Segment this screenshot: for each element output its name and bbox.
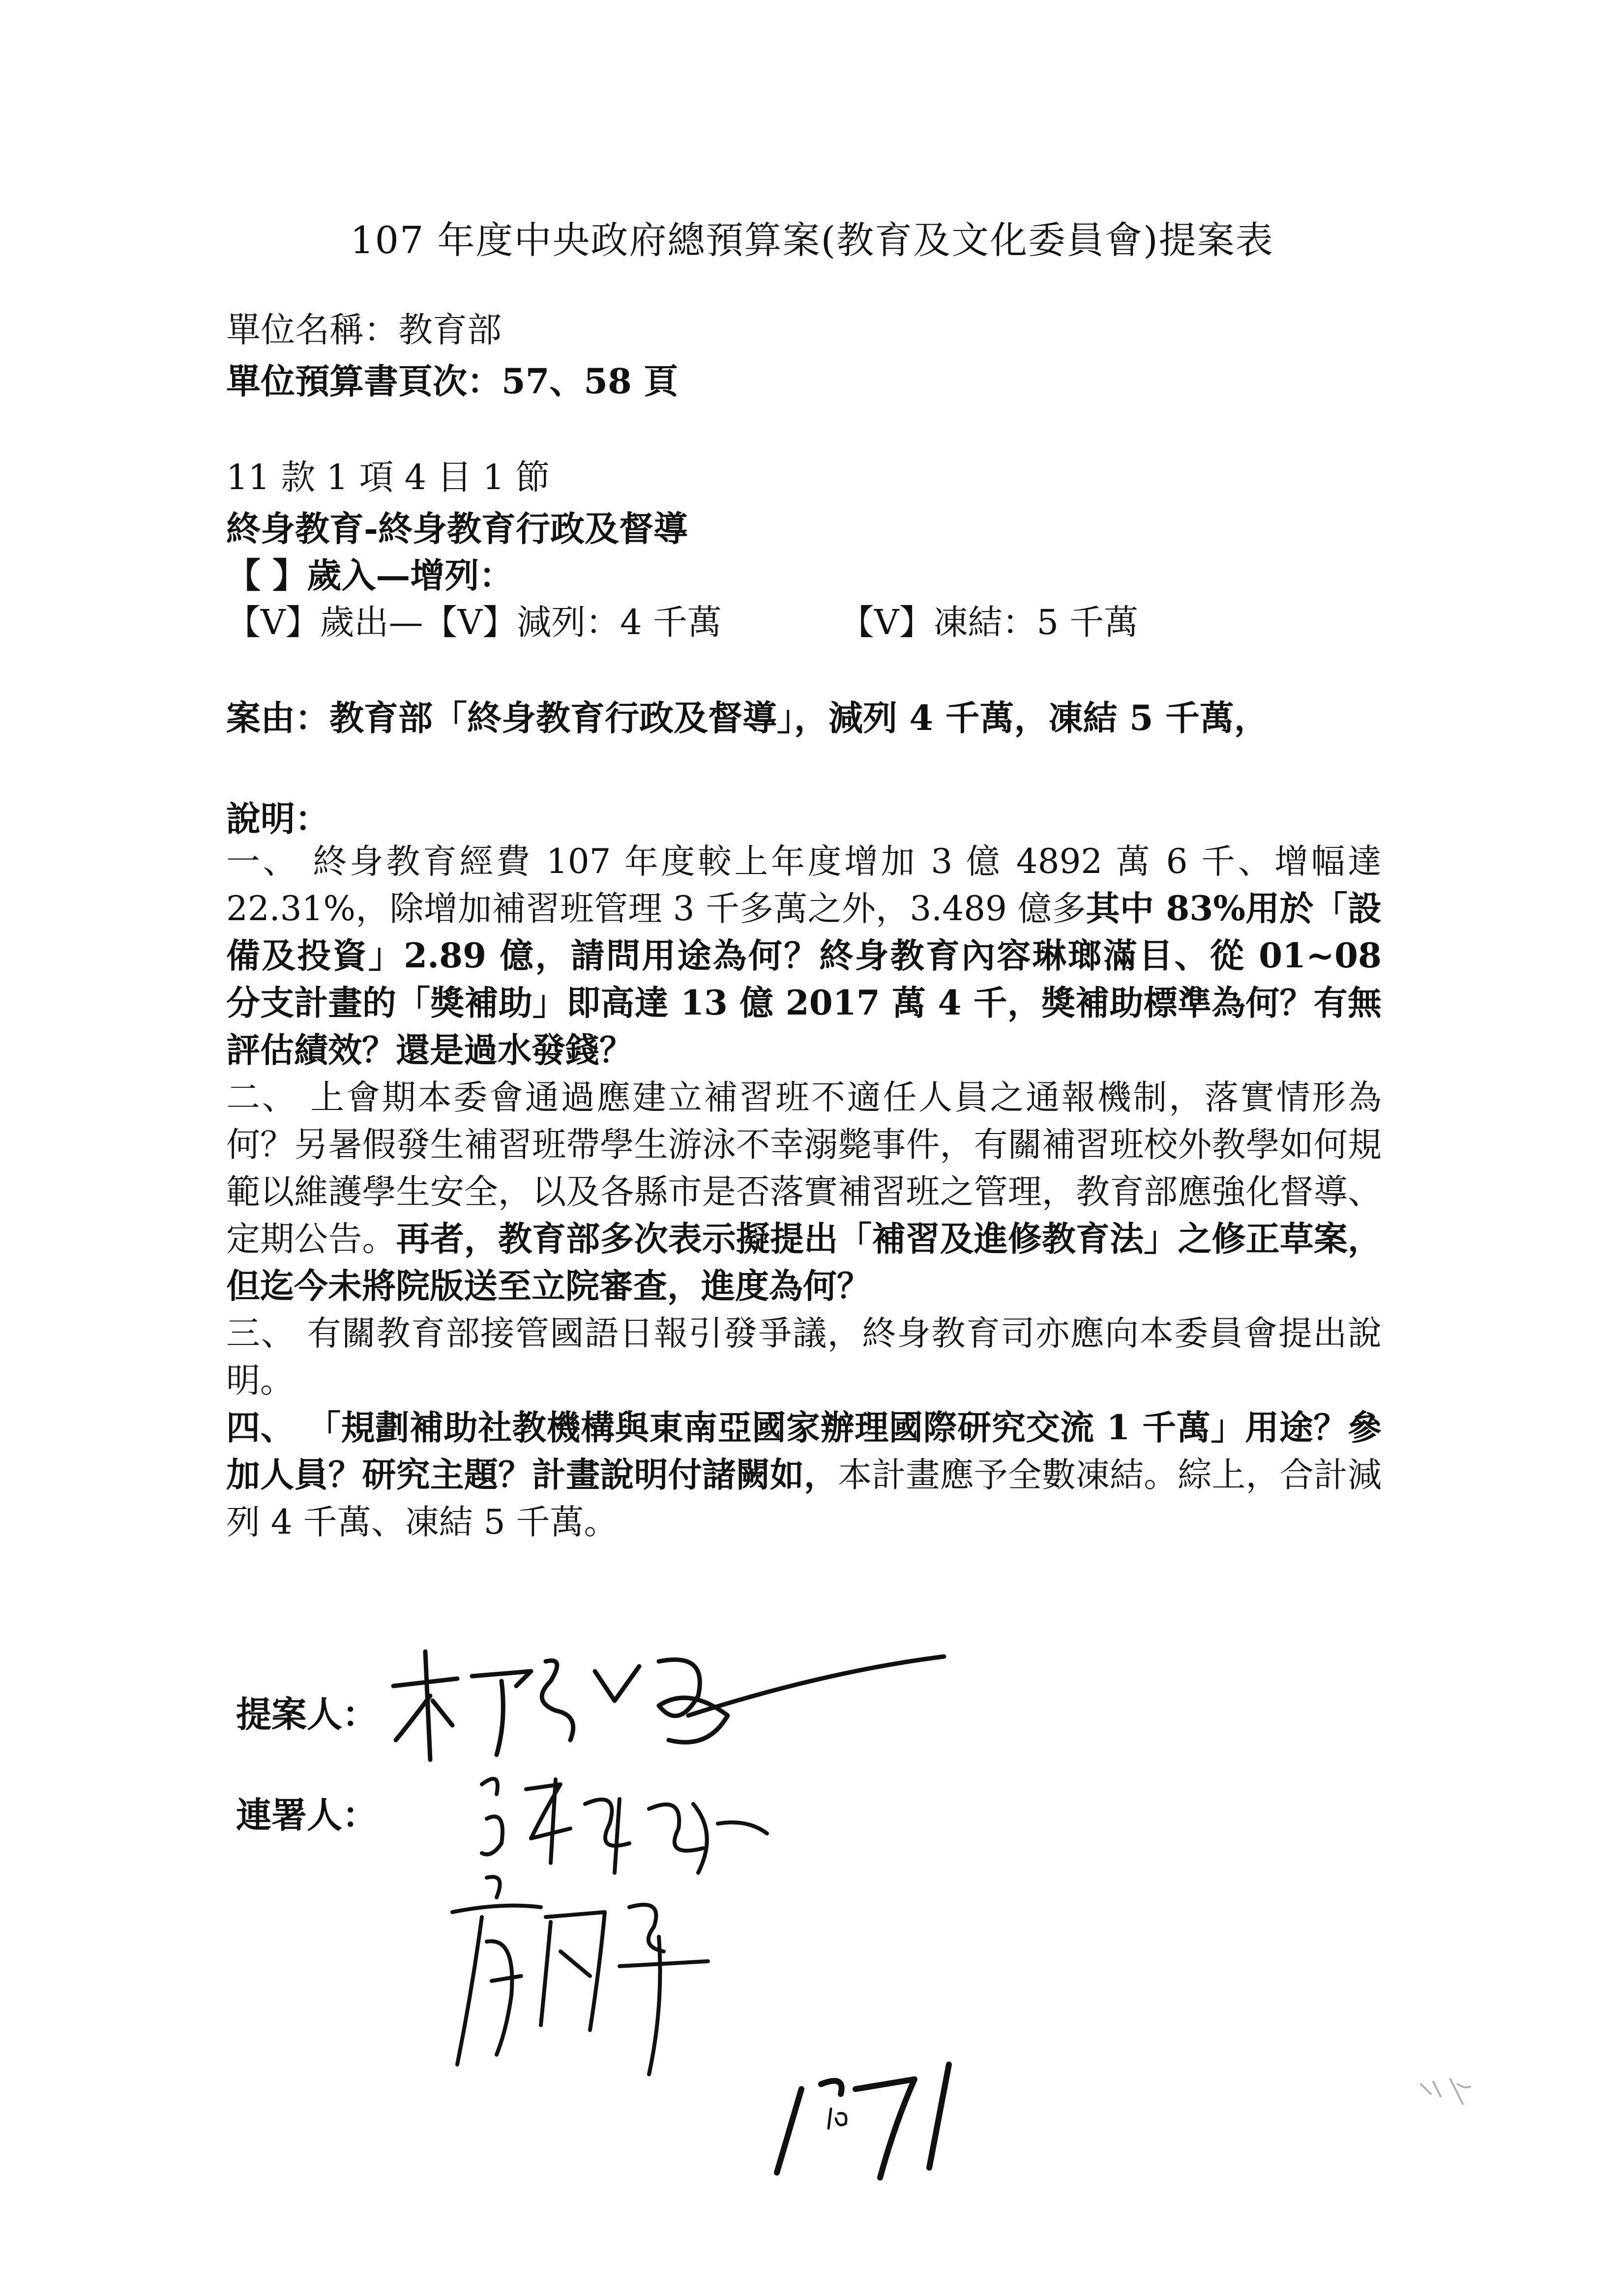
margin-pencil-mark xyxy=(1416,2074,1475,2114)
explanation-item-3: 三、 有關教育部接管國語日報引發爭議，終身教育司亦應向本委員會提出說明。 xyxy=(226,1314,1382,1400)
cosigner-signature-1 xyxy=(472,1760,777,1878)
unit-name: 單位名稱：教育部 xyxy=(226,310,502,350)
proposer-label: 提案人： xyxy=(236,1693,378,1735)
budget-section: 11 款 1 項 4 目 1 節 xyxy=(226,457,550,497)
handwritten-page-number xyxy=(757,2055,974,2182)
case-reason: 案由：教育部「終身教育行政及督導」，減列 4 千萬，凍結 5 千萬， xyxy=(226,698,1269,738)
expense-line: 【V】歲出—【V】減列：4 千萬 xyxy=(226,602,722,642)
program-name: 終身教育-終身教育行政及督導 xyxy=(226,508,688,549)
explanation-item-4: 四、 「規劃補助社教機構與東南亞國家辦理國際研究交流 1 千萬」用途？參加人員？研究主題？計畫說明付諸闕如，本計畫應予全數凍結。綜上，合計減列 4 千萬、凍結 5 千萬。 xyxy=(226,1408,1382,1542)
cosigner-signature-2 xyxy=(443,1868,718,2079)
freeze-line: 【V】凍結：5 千萬 xyxy=(839,602,1139,642)
proposer-signature xyxy=(384,1642,949,1770)
cosigner-label: 連署人： xyxy=(236,1794,378,1836)
explanation-label: 說明： xyxy=(226,798,329,839)
expense-freeze-line xyxy=(226,595,1138,644)
explanation-body xyxy=(226,838,1382,1546)
explanation-item-2: 二、 上會期本委會通過應建立補習班不適任人員之通報機制，落實情形為何？另暑假發生補習班帶學生游泳不幸溺斃事件，有關補習班校外教學如何規範以維護學生安全，以及各縣市是否落實補習班之管理，教育部應強化督導、定期公告。再者，教育部多次表示擬提出「補習及進修教育法」之修正草案，但迄今未將院版送至立院審查，進度為何？ xyxy=(226,1078,1382,1306)
budget-pages: 單位預算書頁次：57、58 頁 xyxy=(226,361,679,402)
revenue-line: 【 】歲入—增列： xyxy=(226,555,514,596)
explanation-item-1: 一、 終身教育經費 107 年度較上年度增加 3 億 4892 萬 6 千、增幅達 22.31%，除增加補習班管理 3 千多萬之外，3.489 億多其中 83%用於「設備及投資」2.89 億，請問用途為何？終身教育內容琳瑯滿目、從 01~08 分支計畫的「獎補助」即高達 13 億 2017 萬 4 千，獎補助標準為何？有無評估績效？還是過水發錢？ xyxy=(226,842,1382,1070)
document-title: 107 年度中央政府總預算案(教育及文化委員會)提案表 xyxy=(350,218,1274,262)
